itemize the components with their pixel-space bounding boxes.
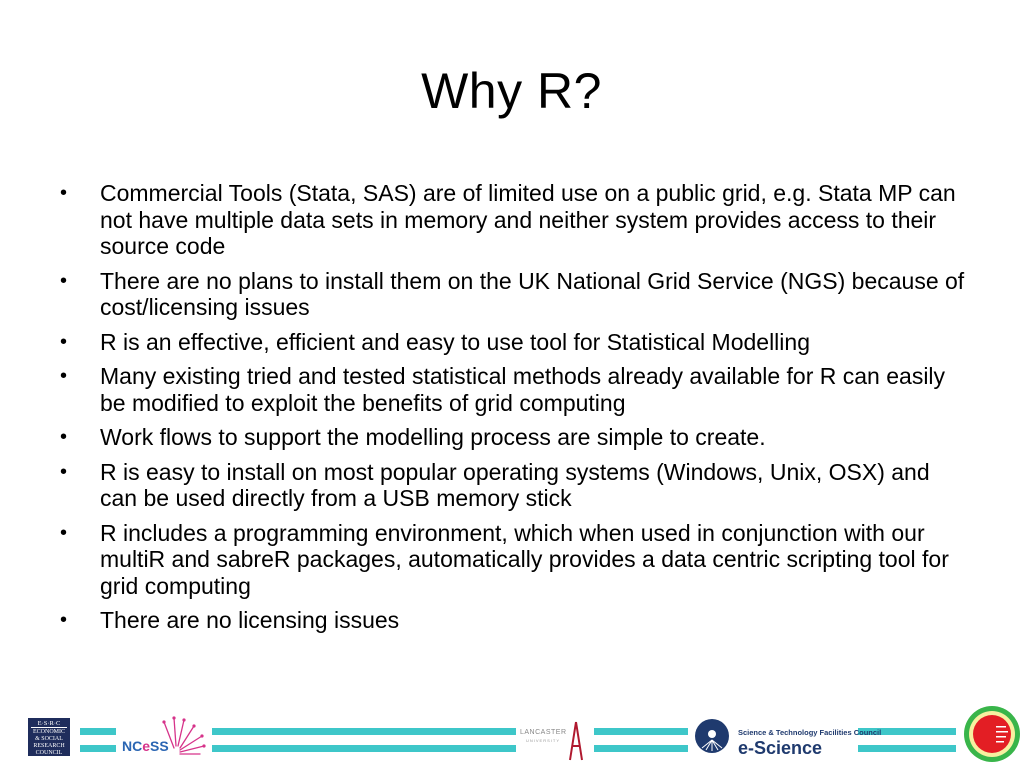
bullet-dot: • bbox=[60, 365, 68, 387]
bullet-text: Many existing tried and tested statistical methods already available for R can easily be modified to exploit the benefits of grid computing bbox=[100, 363, 946, 416]
ncess-ss: SS bbox=[150, 738, 169, 754]
esrc-line: RESEARCH bbox=[33, 743, 65, 749]
bullet-item bbox=[56, 268, 971, 321]
lancaster-name: LANCASTER bbox=[520, 729, 567, 736]
bullet-text: R is an effective, efficient and easy to use tool for Statistical Modelling bbox=[100, 328, 810, 355]
bullet-text: Commercial Tools (Stata, SAS) are of limited use on a public grid, e.g. Stata MP can not have multiple data sets in memory and neither system provides access to their source code bbox=[100, 180, 956, 259]
seal-logo-icon bbox=[962, 704, 1022, 764]
ncess-burst-icon bbox=[160, 716, 208, 756]
divider-bar bbox=[594, 728, 688, 735]
bullet-dot: • bbox=[60, 269, 68, 292]
lancaster-emblem-icon bbox=[566, 720, 586, 762]
lancaster-sub: UNIVERSITY bbox=[526, 738, 561, 743]
bullet-dot: • bbox=[60, 460, 68, 483]
bullet-text: There are no plans to install them on the UK National Grid Service (NGS) because of cost/licensing issues bbox=[100, 267, 965, 320]
divider-bar bbox=[858, 745, 956, 752]
divider-bar bbox=[80, 745, 116, 752]
bullet-dot: • bbox=[60, 426, 68, 448]
stfc-logo-icon bbox=[694, 718, 730, 754]
esrc-line: COUNCIL bbox=[35, 750, 63, 756]
lancaster-logo bbox=[520, 720, 590, 762]
escience-label: e-Science bbox=[738, 738, 823, 758]
divider-bar bbox=[80, 728, 116, 735]
bullet-text: Work flows to support the modelling process are simple to create. bbox=[100, 424, 766, 450]
esrc-logo bbox=[28, 718, 70, 756]
bullet-dot: • bbox=[60, 330, 68, 353]
bullet-text: There are no licensing issues bbox=[100, 607, 400, 633]
bullet-item bbox=[56, 607, 971, 634]
bullet-dot: • bbox=[60, 609, 68, 631]
bullet-list bbox=[56, 180, 971, 642]
divider-bar bbox=[594, 745, 688, 752]
esrc-line: & SOCIAL bbox=[35, 736, 63, 742]
bullet-text: R includes a programming environment, which when used in conjunction with our multiR and sabreR packages, automatically provides a data centric scripting tool for grid computing bbox=[100, 519, 949, 599]
ncess-e: e bbox=[142, 738, 151, 754]
bullet-item bbox=[56, 329, 971, 356]
bullet-item bbox=[56, 459, 971, 512]
bullet-item bbox=[56, 363, 971, 416]
bullet-item bbox=[56, 180, 971, 260]
divider-bar bbox=[212, 745, 516, 752]
esrc-line: ECONOMIC bbox=[32, 729, 65, 735]
esrc-line: E·S·R·C bbox=[31, 720, 67, 728]
divider-bar bbox=[212, 728, 516, 735]
logo-footer bbox=[0, 700, 1023, 767]
bullet-dot: • bbox=[60, 521, 68, 544]
bullet-dot: • bbox=[60, 182, 68, 204]
ncess-nc: NC bbox=[122, 738, 143, 754]
stfc-name: Science & Technology Facilities Council bbox=[738, 728, 882, 737]
bullet-item bbox=[56, 424, 971, 451]
bullet-item bbox=[56, 520, 971, 600]
slide-title: Why R? bbox=[421, 63, 602, 119]
bullet-text: R is easy to install on most popular operating systems (Windows, Unix, OSX) and can be used directly from a USB memory stick bbox=[100, 458, 930, 511]
